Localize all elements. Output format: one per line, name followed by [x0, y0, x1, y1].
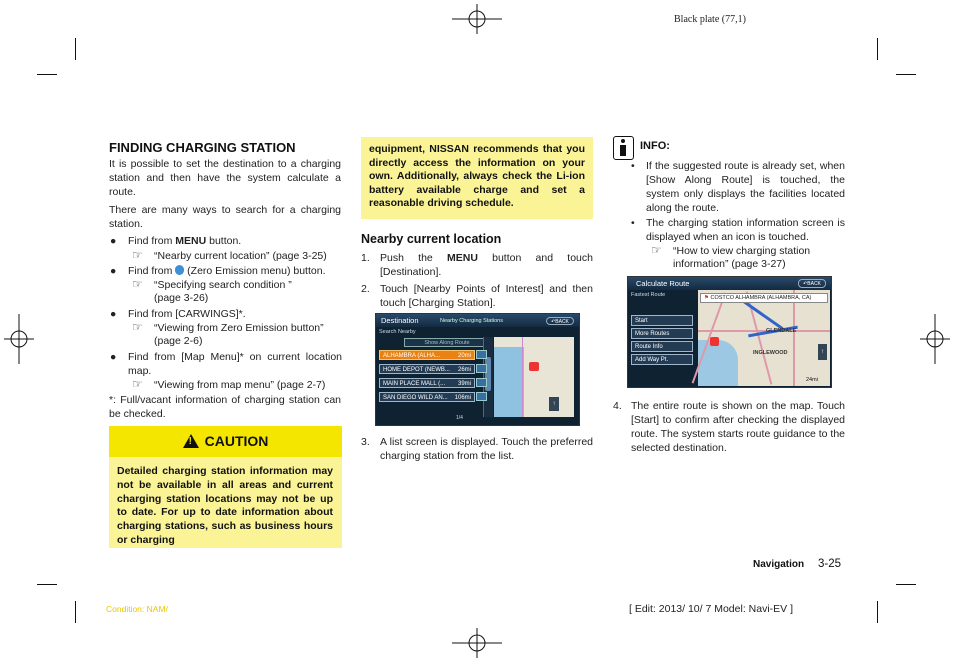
page-reference: ☞ “Viewing from map menu” (page 2-7) — [132, 377, 326, 391]
charger-icon[interactable] — [476, 350, 487, 359]
subheading-nearby: Nearby current location — [361, 232, 502, 246]
warning-icon: ! — [183, 434, 199, 448]
bullet-icon: ● — [110, 265, 117, 277]
zero-emission-icon — [175, 265, 184, 275]
back-button[interactable]: ↶BACK — [546, 317, 574, 325]
more-routes-button[interactable]: More Routes — [631, 328, 693, 339]
bullet-carwings: Find from [CARWINGS]*. — [128, 308, 246, 320]
step-1: Push the MENU button and touch [Destination]. — [380, 252, 593, 278]
caution-body — [109, 457, 342, 548]
nav-screen-nearby-stations — [375, 313, 580, 426]
registration-mark — [452, 4, 502, 34]
list-item[interactable]: SAN DIEGO WILD AN... 106mi — [379, 392, 475, 402]
reference-pointer-icon: ☞ — [132, 248, 143, 262]
search-label: Search Nearby — [379, 329, 416, 335]
reference-pointer-icon: ☞ — [651, 243, 662, 257]
charger-icon[interactable] — [476, 392, 487, 401]
page-reference-cont: information” (page 3-27) — [673, 258, 786, 270]
step-3: A list screen is displayed. Touch the preferred charging station from the list. — [380, 436, 593, 462]
charger-icon[interactable] — [476, 364, 487, 373]
info-item-2: The charging station information screen is displayed when an icon is touched. — [646, 217, 845, 243]
bullet-menu: Find from MENU button. — [128, 235, 242, 247]
page-reference: ☞ “Nearby current location” (page 3-25) — [132, 248, 327, 262]
info-label: INFO: — [640, 140, 670, 152]
footnote: *: Full/vacant information of charging station can be checked. — [109, 394, 341, 420]
caution-continued-text: equipment, NISSAN recommends that you directly access the information on your own. Additionally, always check the Li-ion battery available charge and set a reasonable driving schedule. — [369, 143, 585, 210]
crop-mark — [37, 584, 57, 585]
step-number: 1. — [361, 252, 370, 264]
registration-mark — [452, 628, 502, 658]
back-arrow-icon: ↶ — [551, 319, 556, 325]
charger-icon[interactable] — [476, 378, 487, 387]
bullet-icon: ● — [110, 351, 117, 363]
caution-title: CAUTION — [204, 433, 269, 449]
start-button[interactable]: Start — [631, 315, 693, 326]
add-waypoint-button[interactable]: Add Way Pt. — [631, 354, 693, 365]
list-item[interactable]: MAIN PLACE MALL (... 39mi — [379, 378, 475, 388]
registration-mark — [920, 314, 950, 364]
footer-page-number: 3-25 — [818, 558, 842, 570]
station-marker-icon[interactable] — [529, 362, 539, 371]
screen-subtitle: Nearby Charging Stations — [440, 318, 503, 324]
route-info-button[interactable]: Route Info — [631, 341, 693, 352]
footer-section: Navigation — [753, 559, 805, 570]
section-heading: FINDING CHARGING STATION — [109, 140, 296, 155]
bullet-map-menu: Find from [Map Menu]* on current location map. — [128, 351, 342, 377]
crop-mark — [37, 74, 57, 75]
crop-mark — [877, 38, 878, 60]
caution-text: Detailed charging station information may not be available in all areas and current charging station locations may not be up to date. For up to date information about charging stations, such as business hours or charging — [117, 465, 333, 546]
reference-pointer-icon: ☞ — [132, 377, 143, 391]
nav-screen-calculate-route — [627, 276, 832, 388]
bullet-icon: • — [631, 160, 635, 172]
route-type-label: Fastest Route — [631, 292, 666, 298]
list-item[interactable]: ALHAMBRA (ALHA... 20mi — [379, 350, 475, 360]
caution-continued — [361, 137, 593, 219]
route-map[interactable] — [698, 290, 830, 386]
crop-mark — [896, 584, 916, 585]
map-thumbnail[interactable] — [494, 337, 574, 417]
info-item-1: If the suggested route is already set, when [Show Along Route] is touched, the system only displays the facilities located along the route. — [646, 160, 845, 214]
edit-info: [ Edit: 2013/ 10/ 7 Model: Navi-EV ] — [629, 603, 794, 615]
step-4: The entire route is shown on the map. Touch [Start] to confirm after checking the displayed route. The system starts route guidance to the selected destination. — [631, 400, 846, 454]
crop-mark — [896, 74, 916, 75]
destination-bar: ⚑ COSTCO ALHAMBRA (ALHAMBRA, CA) — [700, 293, 828, 303]
back-button[interactable]: ↶BACK — [798, 279, 826, 288]
bullet-icon: • — [631, 217, 635, 229]
page-indicator: 1/4 — [456, 415, 463, 421]
page-reference: ☞ “Viewing from Zero Emission button” — [132, 320, 324, 334]
screen-title: Destination — [381, 316, 419, 325]
step-number: 3. — [361, 436, 370, 448]
crop-mark — [877, 601, 878, 623]
ways-paragraph: There are many ways to search for a charging station. — [109, 204, 341, 230]
list-item[interactable]: HOME DEPOT (NEWB... 26mi — [379, 364, 475, 374]
map-label: GLENDALE — [766, 328, 797, 334]
map-label: INGLEWOOD — [753, 350, 788, 356]
compass-icon: ↑ — [818, 344, 827, 360]
screen-title: Calculate Route — [636, 279, 690, 288]
reference-pointer-icon: ☞ — [132, 277, 143, 291]
bullet-zero-emission: Find from (Zero Emission menu) button. — [128, 265, 326, 277]
step-number: 4. — [613, 400, 622, 412]
intro-paragraph: It is possible to set the destination to a charging station and then have the system calculate a route. — [109, 158, 341, 198]
bullet-icon: ● — [110, 308, 117, 320]
crop-mark — [75, 38, 76, 60]
page-reference-cont: (page 3-26) — [154, 292, 209, 304]
bullet-icon: ● — [110, 235, 117, 247]
plate-label: Black plate (77,1) — [674, 14, 746, 25]
start-marker-icon — [710, 337, 719, 346]
show-along-route-button[interactable]: Show Along Route — [404, 338, 490, 347]
back-arrow-icon: ↶ — [803, 281, 808, 287]
crop-mark — [75, 601, 76, 623]
page-reference: ☞ “How to view charging station — [651, 243, 811, 257]
compass-icon: ↑ — [549, 397, 559, 411]
registration-mark — [4, 314, 34, 364]
page-reference-cont: (page 2-6) — [154, 335, 203, 347]
reference-pointer-icon: ☞ — [132, 320, 143, 334]
step-number: 2. — [361, 283, 370, 295]
info-icon — [613, 136, 634, 160]
scale-label: 24mi — [806, 377, 818, 383]
page-reference: ☞ “Specifying search condition ” — [132, 277, 292, 291]
step-2: Touch [Nearby Points of Interest] and then touch [Charging Station]. — [380, 283, 593, 309]
caution-header — [109, 426, 342, 457]
scrollbar[interactable] — [483, 337, 493, 417]
condition-label: Condition: NAM/ — [106, 604, 168, 614]
flag-icon: ⚑ — [704, 295, 709, 301]
